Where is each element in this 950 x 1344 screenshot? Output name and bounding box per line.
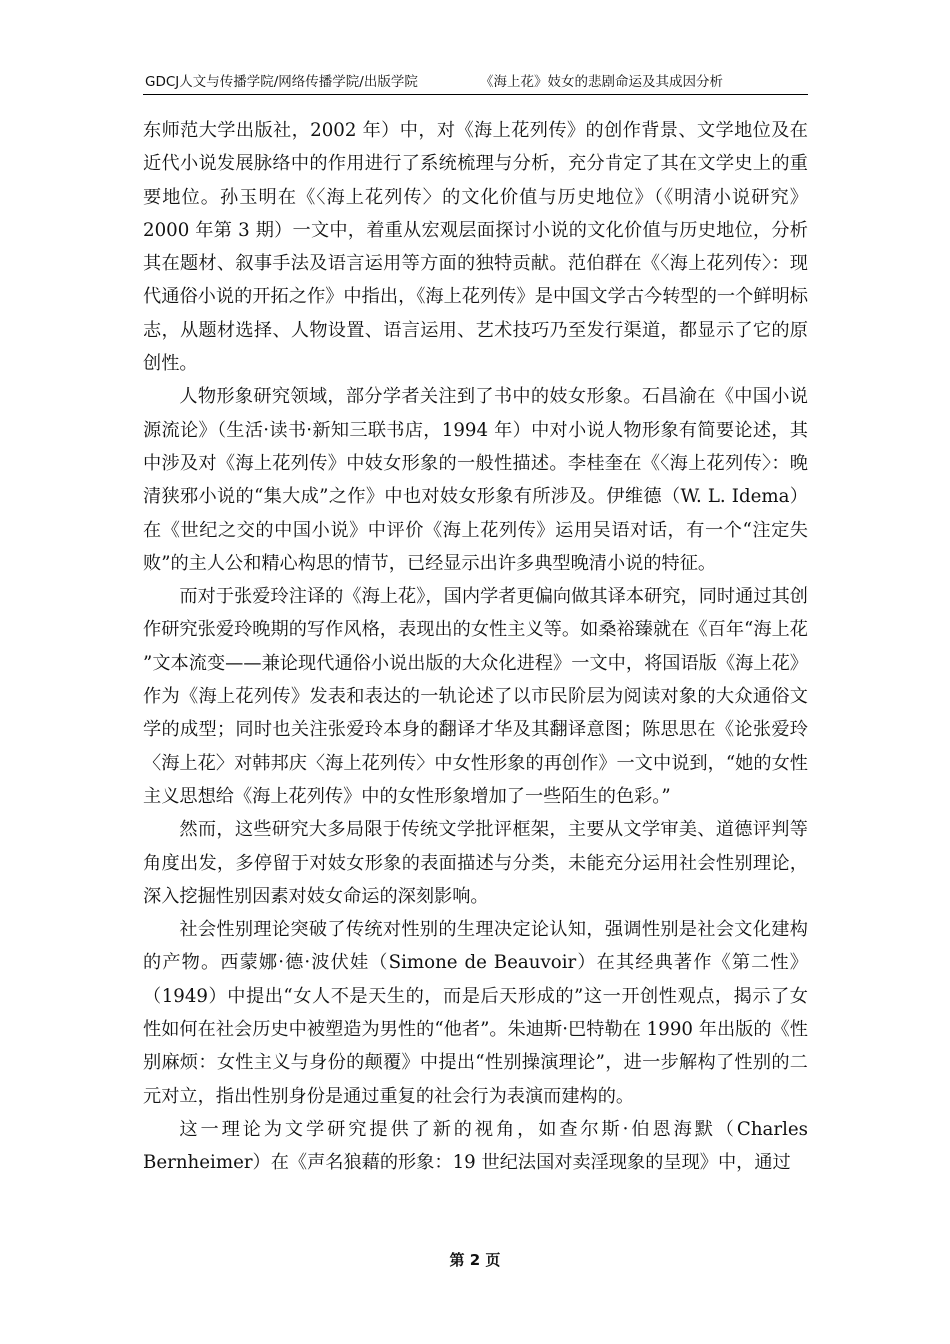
header-title: 《海上花》妓女的悲剧命运及其成因分析 [480, 74, 723, 90]
paragraph-continued: 东师范大学出版社，2002 年）中，对《海上花列传》的创作背景、文学地位及在近代小说发展脉络中的作用进行了系统梳理与分析，充分肯定了其在文学史上的重要地位。孙玉明在《〈海上花列传〉的文化价值与历史地位》（《明清小说研究》2000 年第 3 期）一文中，着重从宏观层面探讨小说的文化价值与历史地位，分析其在题材、叙事手法及语言运用等方面的独特贡献。范伯群在《〈海上花列传〉：现代通俗小说的开拓之作》中指出，《海上花列传》是中国文学古今转型的一个鲜明标志，从题材选择、人物设置、语言运用、艺术技巧乃至发行渠道，都显示了它的原创性。 [143, 120, 808, 375]
paragraph: 而对于张爱玲注译的《海上花》，国内学者更偏向做其译本研究，同时通过其创作研究张爱玲晚期的写作风格，表现出的女性主义等。如桑裕臻就在《百年“海上花 ”文本流变——兼论现代通俗小说出版的大众化进程》一文中，将国语版《海上花》作为《海上花列传》发表和表达的一轨论述了以市民阶层为阅读对象的大众通俗文学的成型；同时也关注张爱玲本身的翻译才华及其翻译意图；陈思思在《论张爱玲〈海上花〉对韩邦庆〈海上花列传〉中女性形象的再创作》一文中说到，“她的女性主义思想给《海上花列传》中的女性形象增加了一些陌生的色彩。” [143, 586, 808, 807]
page-number: 第 2 页 [449, 1251, 501, 1269]
running-header [143, 68, 808, 95]
paragraph: 社会性别理论突破了传统对性别的生理决定论认知，强调性别是社会文化建构的产物。西蒙娜·德·波伏娃（Simone de Beauvoir）在其经典著作《第二性》（1949）中提出“女人不是天生的，而是后天形成的”这一开创性观点，揭示了女性如何在社会历史中被塑造为男性的“他者”。朱迪斯·巴特勒在 1990 年出版的《性别麻烦：女性主义与身份的颠覆》中提出“性别操演理论”，进一步解构了性别的二元对立，指出性别身份是通过重复的社会行为表演而建构的。 [143, 919, 808, 1107]
paragraph: 人物形象研究领域，部分学者关注到了书中的妓女形象。石昌渝在《中国小说源流论》（生活·读书·新知三联书店，1994 年）中对小说人物形象有简要论述，其中涉及对《海上花列传》中妓女形象的一般性描述。李桂奎在《〈海上花列传〉：晚清狭邪小说的“集大成”之作》中也对妓女形象有所涉及。伊维德（W. L. Idema）在《世纪之交的中国小说》中评价《海上花列传》运用吴语对话，有一个“注定失败”的主人公和精心构思的情节，已经显示出许多典型晚清小说的特征。 [143, 386, 808, 574]
body-text [143, 114, 808, 1180]
header-institution: GDCJ人文与传播学院/网络传播学院/出版学院 [145, 74, 418, 90]
paragraph: 然而，这些研究大多局限于传统文学批评框架，主要从文学审美、道德评判等角度出发，多停留于对妓女形象的表面描述与分类，未能充分运用社会性别理论，深入挖掘性别因素对妓女命运的深刻影响。 [143, 819, 808, 907]
paragraph: 这一理论为文学研究提供了新的视角，如查尔斯·伯恩海默（Charles Bernheimer）在《声名狼藉的形象：19 世纪法国对卖淫现象的呈现》中，通过 [143, 1118, 808, 1174]
